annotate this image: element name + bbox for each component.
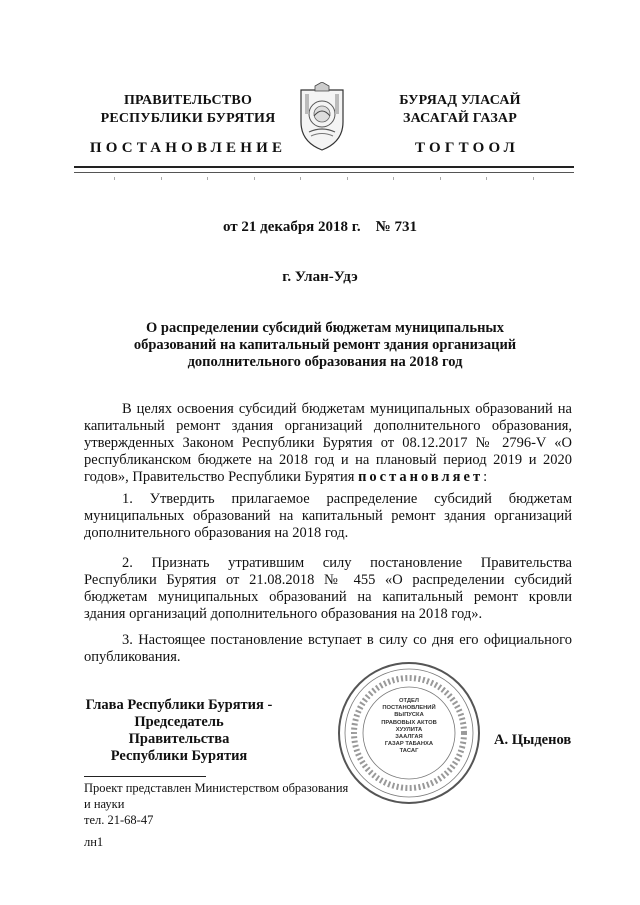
preamble-end: : [483,469,488,485]
seal-line2: ПОСТАНОВЛЕНИЙ [382,705,436,712]
official-seal [336,660,482,806]
signatory-position [84,697,274,765]
coat-of-arms-icon [295,82,349,152]
header-rule-ticks [74,177,574,181]
footer-rule [84,776,206,777]
seal-line3: ВЫПУСКА [394,712,424,719]
signatory-position-line3: Республики Бурятия [110,748,248,764]
seal-line1: ОТДЕЛ [399,698,419,704]
signatory-name: А. Цыденов [494,732,572,748]
header-rule-thin [74,172,574,173]
signatory-position-line1: Глава Республики Бурятия - [85,697,273,713]
preamble-paragraph [84,401,572,486]
doc-type-right: ТОГТООЛ [415,140,519,156]
date-number: от 21 декабря 2018 г. № 731 [223,219,417,235]
document-title: О распределении субсидий бюджетам муниципальных образований на капитальный ремонт здания организаций дополнительного образования на 2018 год [133,320,517,370]
preamble-text: В целях освоения субсидий бюджетам муниципальных образований на капитальный ремонт здания организаций дополнительного образования, утвержденных Законом Республики Бурятия от 08.12.2017 № 2796-V «О республиканском бюджете на 2018 год и на плановый период 2019 и 2020 годов», Правительство Республики Бурятия [84,401,572,485]
header-rule-thick [74,166,574,168]
seal-text [364,698,454,756]
header-right [360,92,560,128]
item-2: 2. Признать утратившим силу постановление Правительства Республики Бурятия от 21.08.2018 № 455 «О распределении субсидий бюджетам муниципальных образований на капитальный ремонт кровли здания организаций дополнительного образования на 2018 год». [84,555,572,622]
header-left-line2: РЕСПУБЛИКИ БУРЯТИЯ [100,111,276,126]
seal-line8: ТАСАГ [399,748,419,755]
header-right-line1: БУРЯАД УЛАСАЙ [399,93,521,108]
seal-line6: ЗААЛГАЯ [395,734,423,741]
seal-line5: ХУУЛИТА [395,726,423,733]
executor-initials: лн1 [84,835,104,849]
footer-note [84,780,348,828]
doc-type-left: ПОСТАНОВЛЕНИЕ [89,140,287,156]
footer-line2: и науки [84,797,125,811]
header-left-line1: ПРАВИТЕЛЬСТВО [123,93,253,108]
header-right-line2: ЗАСАГАЙ ГАЗАР [402,111,517,126]
footer-line3: тел. 21-68-47 [84,813,154,827]
seal-line7: ГАЗАР ТАБАНХА [384,741,434,748]
seal-line4: ПРАВОВЫХ АКТОВ [381,719,437,726]
item-3: 3. Настоящее постановление вступает в силу со дня его официального опубликования. [84,632,572,665]
footer-line1: Проект представлен Министерством образования [84,781,349,795]
city: г. Улан-Удэ [282,269,358,285]
preamble-emphasis: постановляет [358,469,484,485]
header-left [88,92,288,128]
item-1: 1. Утвердить прилагаемое распределение субсидий бюджетам муниципальных образований на капитальный ремонт здания организаций дополнительного образования на 2018 год. [84,491,572,541]
signatory-position-line2: Председатель Правительства [128,714,230,747]
